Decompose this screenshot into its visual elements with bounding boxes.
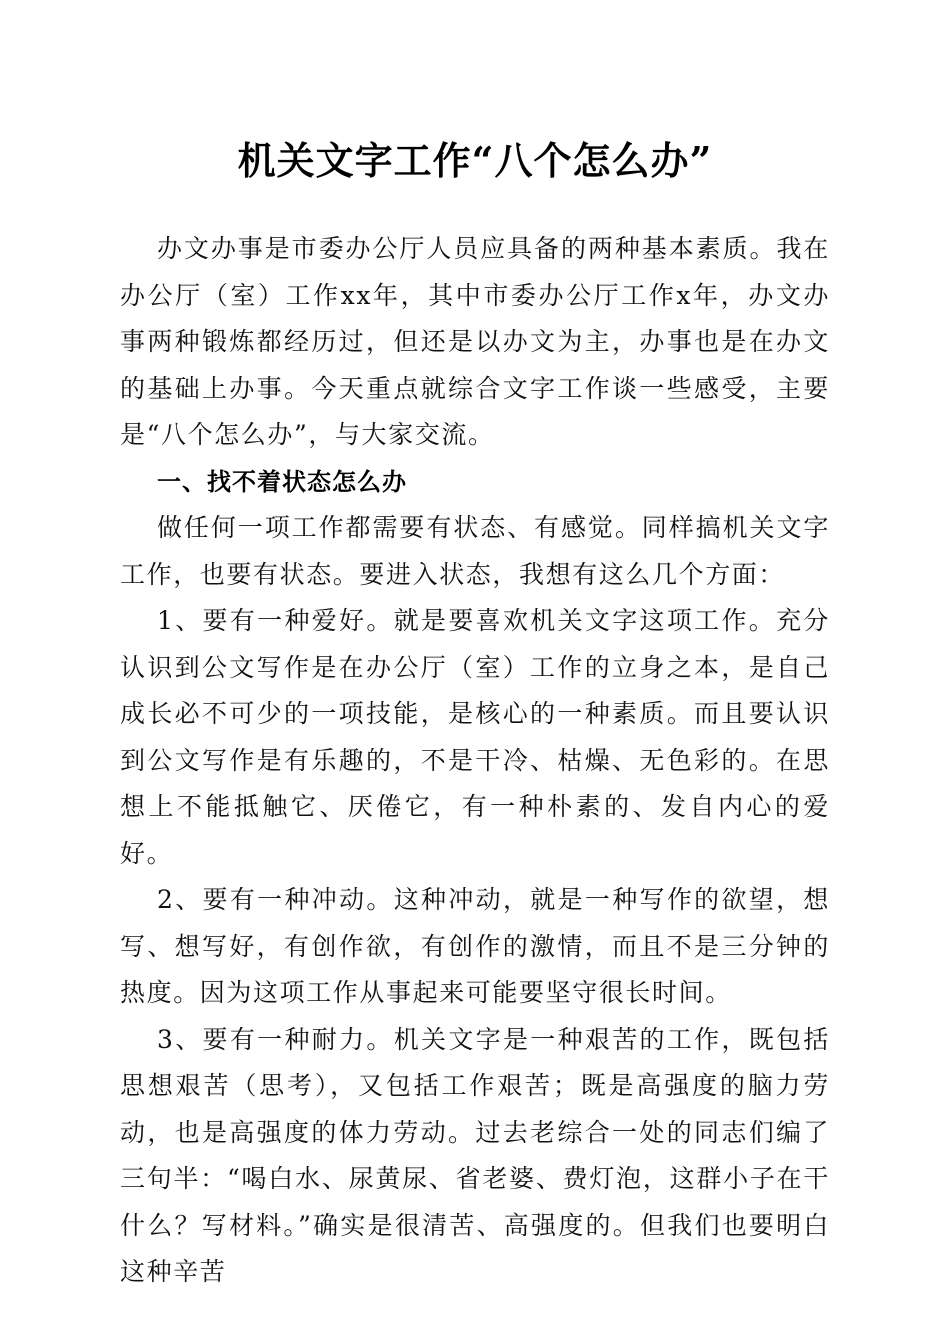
document-body xyxy=(120,226,830,1296)
point-2-paragraph: 2、要有一种冲动。这种冲动，就是一种写作的欲望，想写、想写好，有创作欲，有创作的激情，而且不是三分钟的热度。因为这项工作从事起来可能要坚守很长时间。 xyxy=(120,885,830,1007)
intro-paragraph: 办文办事是市委办公厅人员应具备的两种基本素质。我在办公厅（室）工作xx年，其中市委办公厅工作x年，办文办事两种锻炼都经历过，但还是以办文为主，办事也是在办文的基础上办事。今天重点就综合文字工作谈一些感受，主要是“八个怎么办”，与大家交流。 xyxy=(120,234,830,449)
point-1-paragraph: 1、要有一种爱好。就是要喜欢机关文字这项工作。充分认识到公文写作是在办公厅（室）工作的立身之本，是自己成长必不可少的一项技能，是核心的一种素质。而且要认识到公文写作是有乐趣的，不是干冷、枯燥、无色彩的。在思想上不能抵触它、厌倦它，有一种朴素的、发自内心的爱好。 xyxy=(120,606,830,868)
document-title: 机关文字工作“八个怎么办” xyxy=(237,138,713,183)
section-heading-1: 一、找不着状态怎么办 xyxy=(157,467,407,496)
point-3-paragraph: 3、要有一种耐力。机关文字是一种艰苦的工作，既包括思想艰苦（思考），又包括工作艰苦；既是高强度的脑力劳动，也是高强度的体力劳动。过去老综合一处的同志们编了三句半：“喝白水、尿黄尿、省老婆、费灯泡，这群小子在干什么？写材料。”确实是很清苦、高强度的。但我们也要明白这种辛苦 xyxy=(120,1024,830,1286)
section-1-intro-paragraph: 做任何一项工作都需要有状态、有感觉。同样搞机关文字工作，也要有状态。要进入状态，我想有这么几个方面： xyxy=(120,513,830,589)
